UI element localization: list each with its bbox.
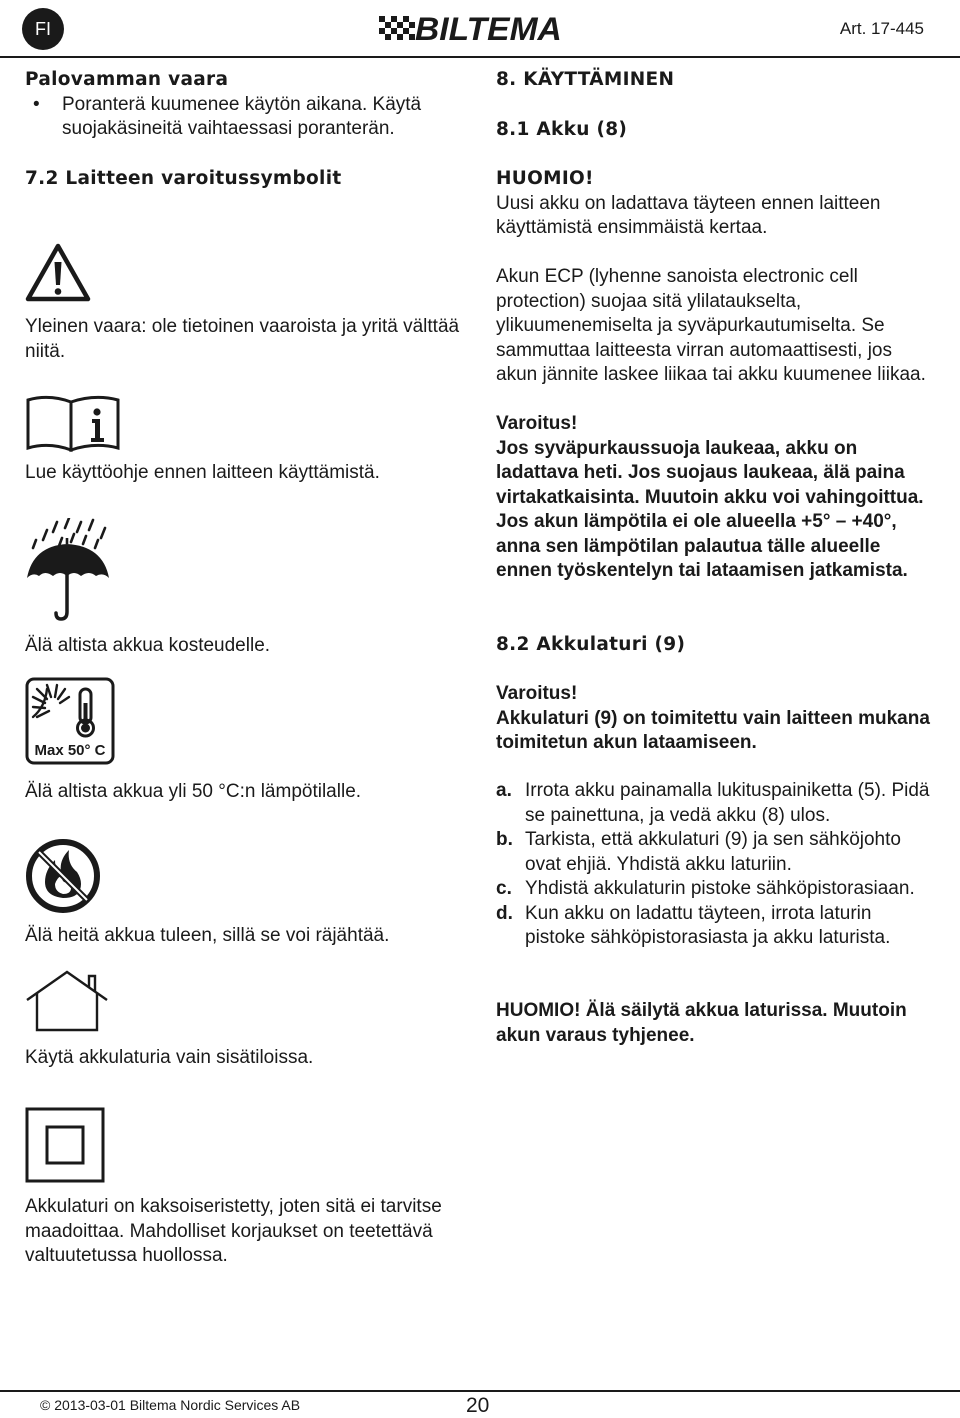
note-text: Uusi akku on ladattava täyteen ennen laitteen käyttämistä ensimmäistä kertaa.	[496, 192, 881, 238]
symbol-double-insulation	[25, 1107, 105, 1183]
symbol-no-fire	[25, 838, 101, 914]
indoor-house-icon	[25, 970, 109, 1032]
max-temperature-icon	[25, 677, 115, 765]
warning-title: Varoitus!	[496, 413, 578, 434]
copyright: © 2013-03-01 Biltema Nordic Services AB	[40, 1397, 301, 1413]
step-text: Tarkista, että akkulaturi (9) ja sen sähköjohto ovat ehjiä. Yhdistä akku laturiin.	[525, 829, 901, 875]
step-letter: a.	[496, 780, 512, 801]
battery-heading: 8.1 Akku (8)	[496, 119, 628, 140]
brand-logo	[377, 11, 583, 47]
warning-text: Akkulaturi (9) on toimitettu vain laitteen mukana toimitetun akun lataamiseen.	[496, 707, 930, 753]
manual-info-icon	[25, 394, 121, 454]
step-letter: d.	[496, 902, 513, 924]
symbol-warning	[25, 243, 91, 303]
charger-heading: 8.2 Akkulaturi (9)	[496, 634, 686, 655]
page-header	[0, 0, 960, 58]
page-number: 20	[466, 1394, 490, 1417]
symbol-temperature	[25, 677, 115, 765]
symbol-indoor-text: Käytä akkulaturia vain sisätiloissa.	[25, 1047, 314, 1068]
step-letter: b.	[496, 829, 513, 850]
warning-text: Jos syväpurkaussuoja laukeaa, akku on ladattava heti. Jos suojaus laukeaa, älä paina virtakatkaisinta. Muutoin akku voi vahingoittua. Jos akun lämpötila ei ole alueella +5° – +40°, anna sen lämpötilan palautua tälle alueelle ennen työskentelyn tai lataamisen jatkamista.	[496, 437, 924, 581]
step-letter: c.	[496, 878, 512, 899]
list-item	[496, 877, 936, 902]
note-title: HUOMIO!	[496, 168, 594, 189]
list-item: • Poranterä kuumenee käytön aikana. Käytä suojakäsineitä vaihtaessasi poranterän.	[25, 93, 465, 142]
symbol-indoor	[25, 970, 109, 1032]
warning-triangle-icon	[25, 243, 91, 303]
header-divider	[0, 56, 960, 58]
symbol-moisture-text: Älä altista akkua kosteudelle.	[25, 635, 271, 656]
no-fire-icon	[25, 838, 101, 914]
list-item	[496, 902, 936, 951]
burn-hazard-title: Palovamman vaara	[25, 69, 229, 90]
double-insulation-icon	[25, 1107, 105, 1183]
symbol-no-fire-text: Älä heitä akkua tuleen, sillä se voi räjähtää.	[25, 925, 390, 946]
symbol-double-insulation-text: Akkulaturi on kaksoiseristetty, joten sitä ei tarvitse maadoittaa. Mahdolliset korjaukset on teetettävä valtuutetussa huollossa.	[25, 1196, 442, 1266]
symbol-warning-text: Yleinen vaara: ole tietoinen vaaroista ja yritä välttää niitä.	[25, 316, 460, 362]
max-temperature-label: Max 50° C	[34, 742, 106, 759]
symbol-moisture	[25, 518, 111, 622]
checkered-flag-icon	[377, 14, 417, 44]
symbols-heading: 7.2 Laitteen varoitussymbolit	[25, 168, 342, 189]
symbol-manual-text: Lue käyttöohje ennen laitteen käyttämistä.	[25, 462, 380, 483]
section-heading: 8. KÄYTTÄMINEN	[496, 69, 675, 90]
deep-discharge-warning	[496, 412, 936, 584]
step-text: Irrota akku painamalla lukituspainiketta (5). Pidä se painettuna, ja vedä akku (8) ulos.	[525, 780, 930, 826]
language-badge: FI	[22, 8, 64, 50]
step-text: Kun akku on ladattu täyteen, irrota laturin pistoke sähköpistorasiasta ja akku laturista.	[525, 902, 891, 948]
list-item	[496, 828, 936, 877]
final-note: HUOMIO! Älä säilytä akkua laturissa. Muutoin akun varaus tyhjenee.	[496, 1000, 907, 1046]
charging-steps	[496, 779, 936, 951]
umbrella-rain-icon	[25, 518, 111, 622]
new-battery-note	[496, 167, 936, 241]
article-number: Art. 17-445	[839, 19, 924, 38]
ecp-paragraph: Akun ECP (lyhenne sanoista electronic cell protection) suojaa sitä ylilataukselta, ylikuumenemiselta ja syväpurkautumiselta. Se sammuttaa laitteesta virran automaattisesti, jos akun jännite laskee liikaa tai akku kuumenee liikaa.	[496, 266, 926, 385]
symbol-manual	[25, 394, 121, 454]
burn-hazard-list	[25, 93, 465, 142]
footer-divider	[0, 1390, 960, 1392]
burn-hazard-section	[25, 68, 465, 142]
symbol-temperature-text: Älä altista akkua yli 50 °C:n lämpötilalle.	[25, 781, 362, 802]
brand-name: BILTEMA	[415, 11, 562, 47]
step-text: Yhdistä akkulaturin pistoke sähköpistorasiaan.	[525, 878, 915, 899]
warning-title: Varoitus!	[496, 683, 578, 704]
list-item	[496, 779, 936, 828]
charger-warning	[496, 682, 936, 756]
